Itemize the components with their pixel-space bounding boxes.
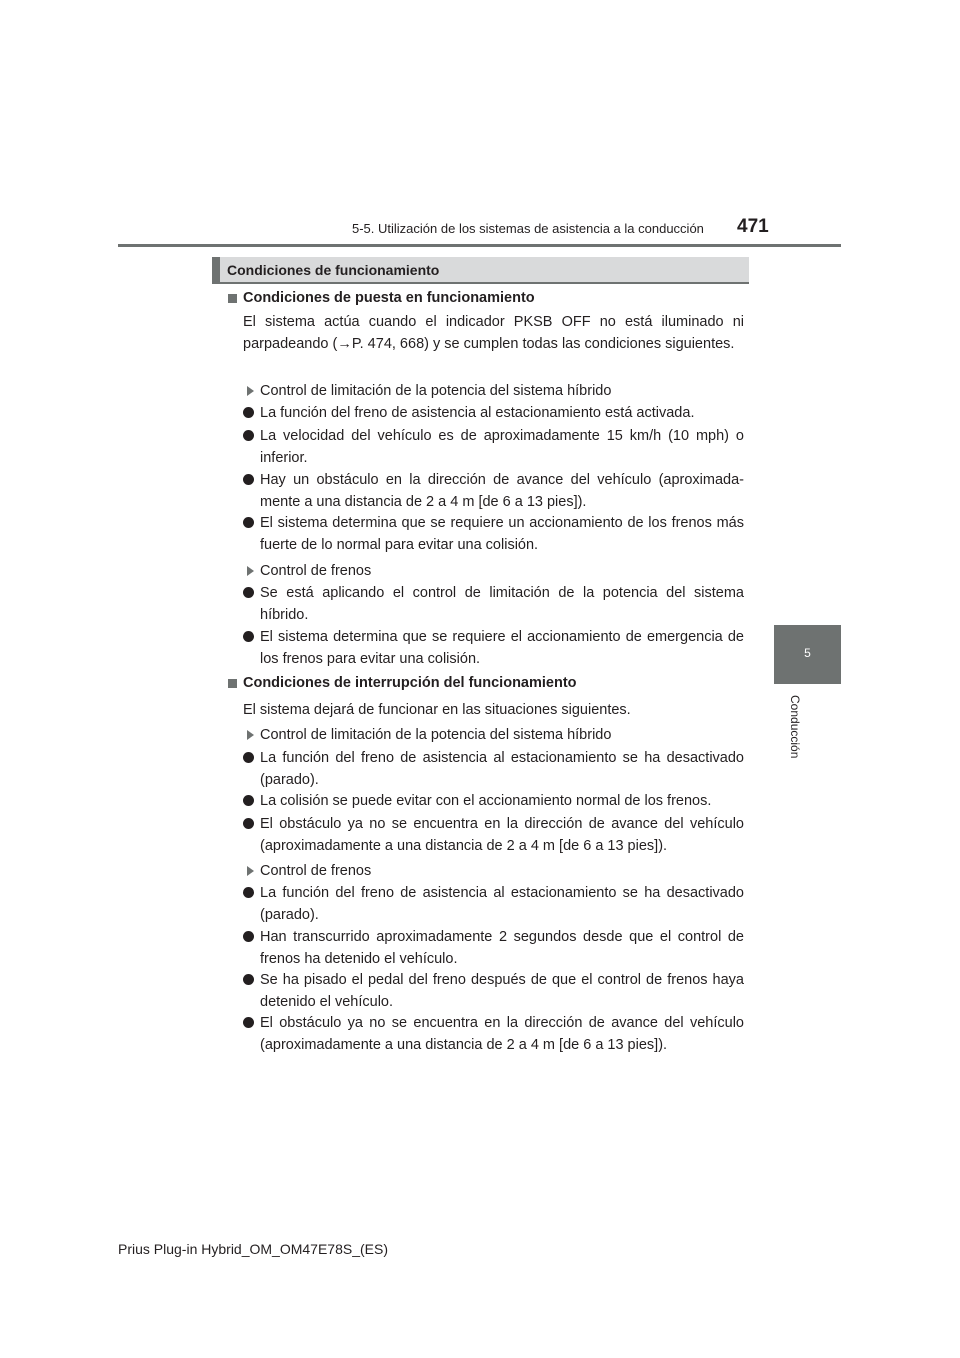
list-item: Se está aplicando el control de limitación de la potencia del sistema híbrido. xyxy=(260,585,744,623)
dot-bullet-icon xyxy=(243,587,254,598)
subsection-heading: Condiciones de interrupción del funcionamiento xyxy=(243,675,577,691)
chapter-tab xyxy=(774,625,841,684)
section-header xyxy=(212,257,749,284)
header-divider xyxy=(118,244,841,247)
sub-label: Control de limitación de la potencia del sistema híbrido xyxy=(260,383,612,399)
dot-bullet-icon xyxy=(243,631,254,642)
dot-bullet-icon xyxy=(243,430,254,441)
list-item: Hay un obstáculo en la dirección de avance del vehículo (aproximada-mente a una distancia de 2 a 4 m [de 6 a 13 pies]). xyxy=(260,472,744,510)
chapter-tab-number: 5 xyxy=(804,646,811,660)
list-item: El obstáculo ya no se encuentra en la dirección de avance del vehículo (aproximadamente a una distancia de 2 a 4 m [de 6 a 13 pies]). xyxy=(260,816,744,854)
dot-bullet-icon xyxy=(243,795,254,806)
list-item: La velocidad del vehículo es de aproximadamente 15 km/h (10 mph) o inferior. xyxy=(260,428,744,466)
dot-bullet-icon xyxy=(243,474,254,485)
paragraph: El sistema actúa cuando el indicador PKSB OFF no está iluminado ni parpadeando (→P. 474, 668) y se cumplen todas las condiciones siguientes. xyxy=(243,314,744,352)
triangle-bullet-icon xyxy=(247,386,254,396)
list-item: La función del freno de asistencia al estacionamiento está activada. xyxy=(260,405,695,421)
subsection-heading: Condiciones de puesta en funcionamiento xyxy=(243,290,535,306)
list-item: El sistema determina que se requiere el accionamiento de emergencia de los frenos para evitar una colisión. xyxy=(260,629,744,667)
triangle-bullet-icon xyxy=(247,866,254,876)
list-item: El sistema determina que se requiere un accionamiento de los frenos más fuerte de lo normal para evitar una colisión. xyxy=(260,515,744,553)
list-item: Han transcurrido aproximadamente 2 segundos desde que el control de frenos ha detenido el vehículo. xyxy=(260,929,744,967)
dot-bullet-icon xyxy=(243,931,254,942)
square-bullet-icon xyxy=(228,294,237,303)
dot-bullet-icon xyxy=(243,818,254,829)
triangle-bullet-icon xyxy=(247,730,254,740)
dot-bullet-icon xyxy=(243,887,254,898)
chapter-tab-label: Conducción xyxy=(788,695,802,759)
section-title: Condiciones de funcionamiento xyxy=(227,262,440,278)
triangle-bullet-icon xyxy=(247,566,254,576)
page-number: 471 xyxy=(737,216,769,237)
chapter-title: 5-5. Utilización de los sistemas de asistencia a la conducción xyxy=(352,221,704,236)
list-item: La colisión se puede evitar con el accionamiento normal de los frenos. xyxy=(260,793,712,809)
square-bullet-icon xyxy=(228,679,237,688)
section-header-accent xyxy=(212,257,220,284)
dot-bullet-icon xyxy=(243,752,254,763)
dot-bullet-icon xyxy=(243,974,254,985)
sub-label: Control de frenos xyxy=(260,863,372,879)
dot-bullet-icon xyxy=(243,407,254,418)
paragraph: El sistema dejará de funcionar en las situaciones siguientes. xyxy=(243,702,631,718)
list-item: La función del freno de asistencia al estacionamiento se ha desactivado (parado). xyxy=(260,885,744,923)
list-item: La función del freno de asistencia al estacionamiento se ha desactivado (parado). xyxy=(260,750,744,788)
sub-label: Control de frenos xyxy=(260,563,372,579)
page-footer: Prius Plug-in Hybrid_OM_OM47E78S_(ES) xyxy=(118,1241,388,1257)
list-item: El obstáculo ya no se encuentra en la dirección de avance del vehículo (aproximadamente a una distancia de 2 a 4 m [de 6 a 13 pies]). xyxy=(260,1015,744,1053)
dot-bullet-icon xyxy=(243,517,254,528)
sub-label: Control de limitación de la potencia del sistema híbrido xyxy=(260,727,612,743)
list-item: Se ha pisado el pedal del freno después de que el control de frenos haya detenido el vehículo. xyxy=(260,972,744,1010)
dot-bullet-icon xyxy=(243,1017,254,1028)
